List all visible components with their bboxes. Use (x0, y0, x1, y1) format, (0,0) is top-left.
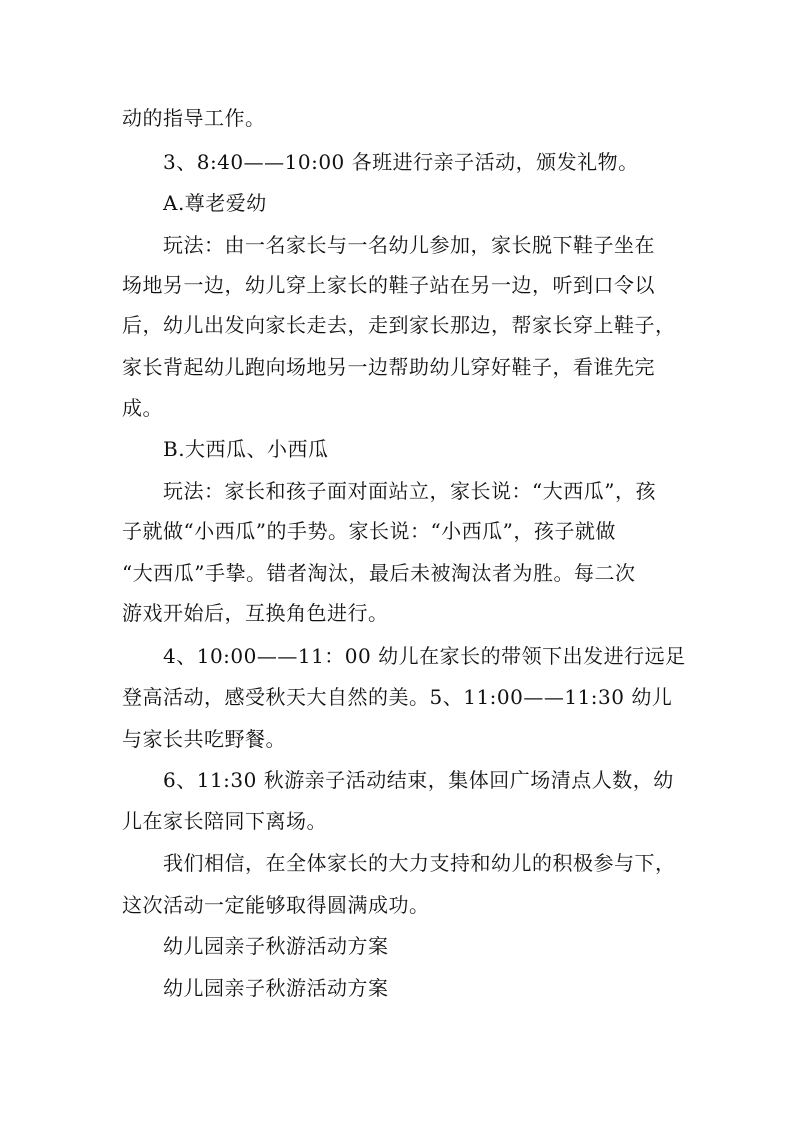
paragraph-line: 登高活动，感受秋天大自然的美。5、11:00——11:30 幼儿 (122, 685, 673, 709)
paragraph-line: 家长背起幼儿跑向场地另一边帮助幼儿穿好鞋子，看谁先完 (122, 355, 655, 379)
paragraph-line: 6、11:30 秋游亲子活动结束，集体回广场清点人数，幼 (163, 768, 674, 792)
paragraph-line: 3、8:40——10:00 各班进行亲子活动，颁发礼物。 (163, 150, 639, 174)
paragraph-line: “大西瓜”手挚。错者淘汰，最后未被淘汰者为胜。每二次 (122, 561, 636, 585)
paragraph-line: 这次活动一定能够取得圆满成功。 (122, 893, 430, 917)
heading-line: B.大西瓜、小西瓜 (163, 437, 329, 461)
paragraph-line: 后，幼儿出发向家长走去，走到家长那边，帮家长穿上鞋子， (122, 313, 676, 337)
paragraph-line: 儿在家长陪同下离场。 (122, 809, 327, 833)
paragraph-line: 游戏开始后，互换角色进行。 (122, 601, 389, 625)
paragraph-line: 4、10:00——11：00 幼儿在家长的带领下出发进行远足 (163, 644, 686, 668)
paragraph-line: 我们相信，在全体家长的大力支持和幼儿的积极参与下， (163, 851, 676, 875)
paragraph-line: 与家长共吃野餐。 (122, 727, 286, 751)
heading-line: 幼儿园亲子秋游活动方案 (163, 934, 389, 958)
paragraph-line: 玩法：由一名家长与一名幼儿参加，家长脱下鞋子坐在 (163, 233, 655, 257)
heading-line: 幼儿园亲子秋游活动方案 (163, 976, 389, 1000)
paragraph-line: 动的指导工作。 (122, 106, 266, 130)
paragraph-line: 场地另一边，幼儿穿上家长的鞋子站在另一边，听到口令以 (122, 273, 655, 297)
heading-line: A.尊老爱幼 (163, 191, 267, 215)
paragraph-line: 子就做“小西瓜”的手势。家长说：“小西瓜”，孩子就做 (122, 519, 616, 543)
paragraph-line: 成。 (122, 396, 163, 420)
paragraph-line: 玩法：家长和孩子面对面站立，家长说：“大西瓜”，孩 (163, 479, 656, 503)
